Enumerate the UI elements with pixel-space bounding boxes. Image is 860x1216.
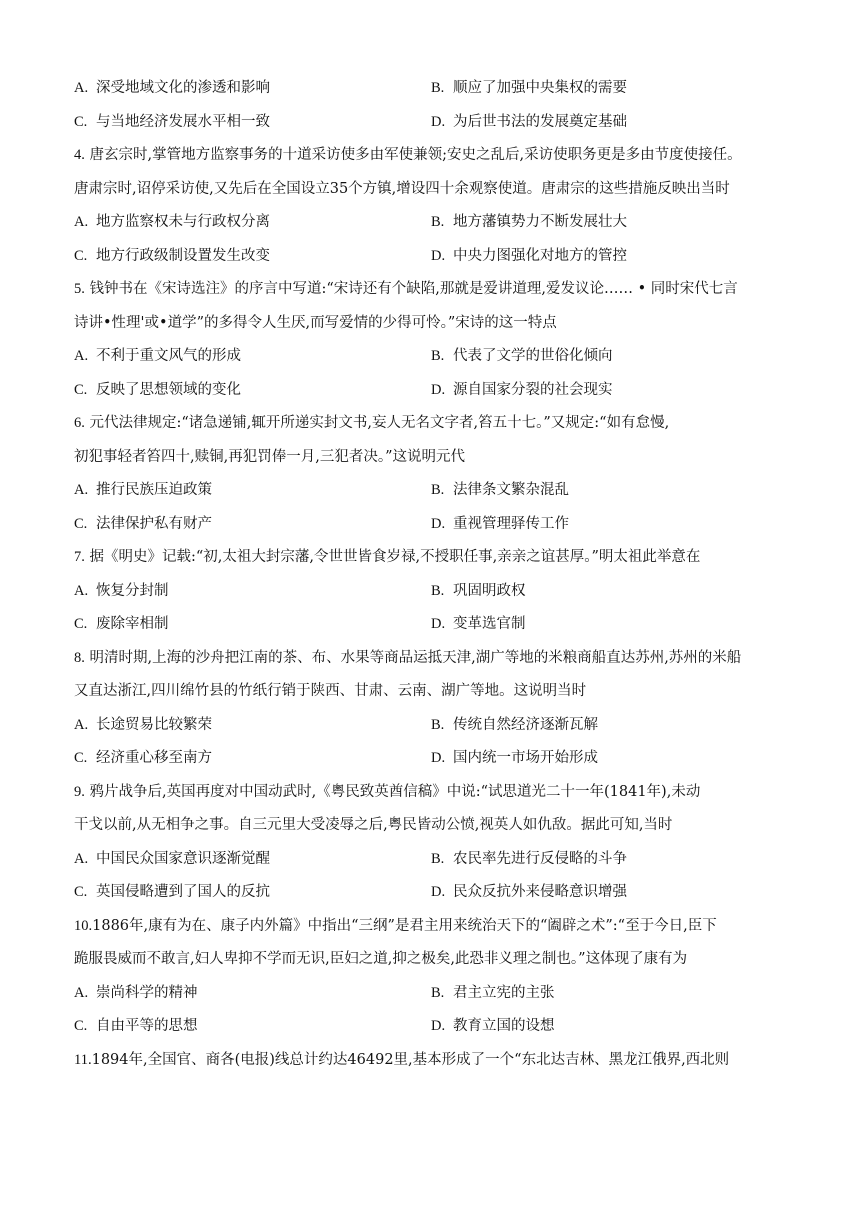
q7-option-a[interactable]: A. 恢复分封制 (74, 582, 169, 599)
q7-option-b[interactable]: B. 巩固明政权 (431, 582, 526, 599)
q6-option-c[interactable]: C. 法律保护私有财产 (74, 515, 212, 532)
q8-stem-line-1: 8. 明清时期,上海的沙舟把江南的茶、布、水果等商品运抵天津,湖广等地的米粮商船直达苏州,苏州的米船 (74, 649, 742, 666)
q9-number: 9. (74, 783, 85, 800)
q3-option-b[interactable]: B. 顺应了加强中央集权的需要 (431, 80, 627, 96)
q5-option-c[interactable]: C. 反映了思想领域的变化 (74, 381, 241, 398)
q10-number: 10. (74, 917, 93, 934)
q7-option-d[interactable]: D. 变革选官制 (431, 616, 526, 632)
q11-number: 11. (74, 1051, 92, 1068)
q5-option-b[interactable]: B. 代表了文学的世俗化倾向 (431, 348, 613, 364)
q9-option-d[interactable]: D. 民众反抗外来侵略意识增强 (431, 884, 627, 900)
q9-stem-line-1: 9. 鸦片战争后,英国再度对中国动武时,《粤民致英酋信稿》中说:“试思道光二十一年(1841年),未动 (74, 783, 701, 800)
q4-stem-line-1: 4. 唐玄宗时,掌管地方监察事务的十道采访使多由军使兼领;安史之乱后,采访使职务更是多由节度使接任。 (74, 147, 742, 163)
q6-stem-line-2: 初犯事轻者笞四十,赎铜,再犯罚俸一月,三犯者决。”这说明元代 (74, 448, 465, 465)
q5-option-d[interactable]: D. 源自国家分裂的社会现实 (431, 381, 613, 398)
q6-option-a[interactable]: A. 推行民族压迫政策 (74, 482, 212, 498)
q9-options-row-1 (74, 843, 794, 877)
q9-option-c[interactable]: C. 英国侵略遭到了国人的反抗 (74, 884, 270, 900)
q8-option-a[interactable]: A. 长途贸易比较繁荣 (74, 716, 212, 733)
q8-option-d[interactable]: D. 国内统一市场开始形成 (431, 750, 598, 766)
q8-options-row-2 (74, 742, 794, 776)
q5-option-a[interactable]: A. 不利于重文风气的形成 (74, 348, 241, 364)
q5-stem-line-2: 诗讲•性理'或•道学”的多得令人生厌,而写爱情的少得可怜。”宋诗的这一特点 (74, 314, 557, 331)
q3-options-row-1 (74, 72, 794, 106)
q3-option-c[interactable]: C. 与当地经济发展水平相一致 (74, 113, 270, 130)
q6-options-row-2 (74, 508, 794, 542)
q8-option-c[interactable]: C. 经济重心移至南方 (74, 750, 212, 766)
q4-options-row-2 (74, 240, 794, 274)
q6-options-row-1 (74, 474, 794, 508)
q10-option-d[interactable]: D. 教育立国的设想 (431, 1018, 555, 1034)
q6-option-d[interactable]: D. 重视管理驿传工作 (431, 515, 569, 532)
question-list (74, 72, 794, 1077)
q4-number: 4. (74, 147, 85, 163)
q7-options-row-1 (74, 575, 794, 609)
q10-options-row-1 (74, 977, 794, 1011)
q7-number: 7. (74, 549, 85, 565)
q4-option-d[interactable]: D. 中央力图强化对地方的管控 (431, 247, 627, 264)
q8-option-b[interactable]: B. 传统自然经济逐渐瓦解 (431, 716, 598, 733)
q3-option-d[interactable]: D. 为后世书法的发展奠定基础 (431, 113, 627, 130)
q10-option-a[interactable]: A. 崇尚科学的精神 (74, 984, 198, 1001)
q6-option-b[interactable]: B. 法律条文繁杂混乱 (431, 482, 569, 498)
q9-option-a[interactable]: A. 中国民众国家意识逐渐觉醒 (74, 850, 270, 867)
q7-options-row-2 (74, 608, 794, 642)
q5-stem-line-1: 5. 钱钟书在《宋诗选注》的序言中写道:“宋诗还有个缺陷,那就是爱讲道理,爱发议论…… • 同时宋代七言 (74, 281, 738, 297)
q11-stem-line-1: 11.1894年,全国官、商各(电报)线总计约达46492里,基本形成了一个“东北达吉林、黑龙江俄界,西北则 (74, 1051, 730, 1068)
q5-options-row-1 (74, 340, 794, 374)
q8-stem-line-2: 又直达浙江,四川绵竹县的竹纸行销于陕西、甘肃、云南、湖广等地。这说明当时 (74, 683, 587, 699)
q4-option-c[interactable]: C. 地方行政级制设置发生改变 (74, 247, 270, 264)
q10-option-c[interactable]: C. 自由平等的思想 (74, 1018, 198, 1034)
q5-options-row-2 (74, 374, 794, 408)
q4-option-a[interactable]: A. 地方监察权未与行政权分离 (74, 214, 270, 230)
q9-option-b[interactable]: B. 农民率先进行反侵略的斗争 (431, 850, 627, 867)
q10-stem-line-1: 10.1886年,康有为在、康子内外篇》中指出“三纲”是君主用来统治天下的“阖辟之术”:“至于今日,臣下 (74, 917, 717, 934)
q6-stem-line-1: 6. 元代法律规定:“诸急递铺,辄开所递实封文书,妄人无名文字者,笞五十七。”又规定:“如有怠慢, (74, 415, 670, 431)
q8-options-row-1 (74, 709, 794, 743)
q8-number: 8. (74, 649, 85, 666)
q6-number: 6. (74, 415, 85, 431)
q7-stem-line-1: 7. 据《明史》记载:“初,太祖大封宗藩,令世世皆食岁禄,不授职任事,亲亲之谊甚厚。”明太祖此举意在 (74, 549, 701, 565)
q10-options-row-2 (74, 1010, 794, 1044)
q10-option-b[interactable]: B. 君主立宪的主张 (431, 984, 555, 1001)
q10-stem-line-2: 跪服畏威而不敢言,妇人卑抑不学而无识,臣妇之道,抑之极矣,此恐非义理之制也。”这体现了康有为 (74, 951, 688, 967)
q5-number: 5. (74, 281, 85, 297)
q9-options-row-2 (74, 876, 794, 910)
q7-option-c[interactable]: C. 废除宰相制 (74, 616, 169, 632)
q4-stem-line-2: 唐肃宗时,诏停采访使,又先后在全国设立35个方镇,增设四十余观察使道。唐肃宗的这些措施反映出当时 (74, 180, 730, 197)
q3-options-row-2 (74, 106, 794, 140)
q4-options-row-1 (74, 206, 794, 240)
q4-option-b[interactable]: B. 地方藩镇势力不断发展壮大 (431, 214, 627, 230)
q3-option-a[interactable]: A. 深受地域文化的渗透和影响 (74, 80, 270, 96)
q9-stem-line-2: 干戈以前,从无相争之事。自三元里大受凌辱之后,粤民皆动公愤,视英人如仇敌。据此可知,当时 (74, 817, 673, 833)
